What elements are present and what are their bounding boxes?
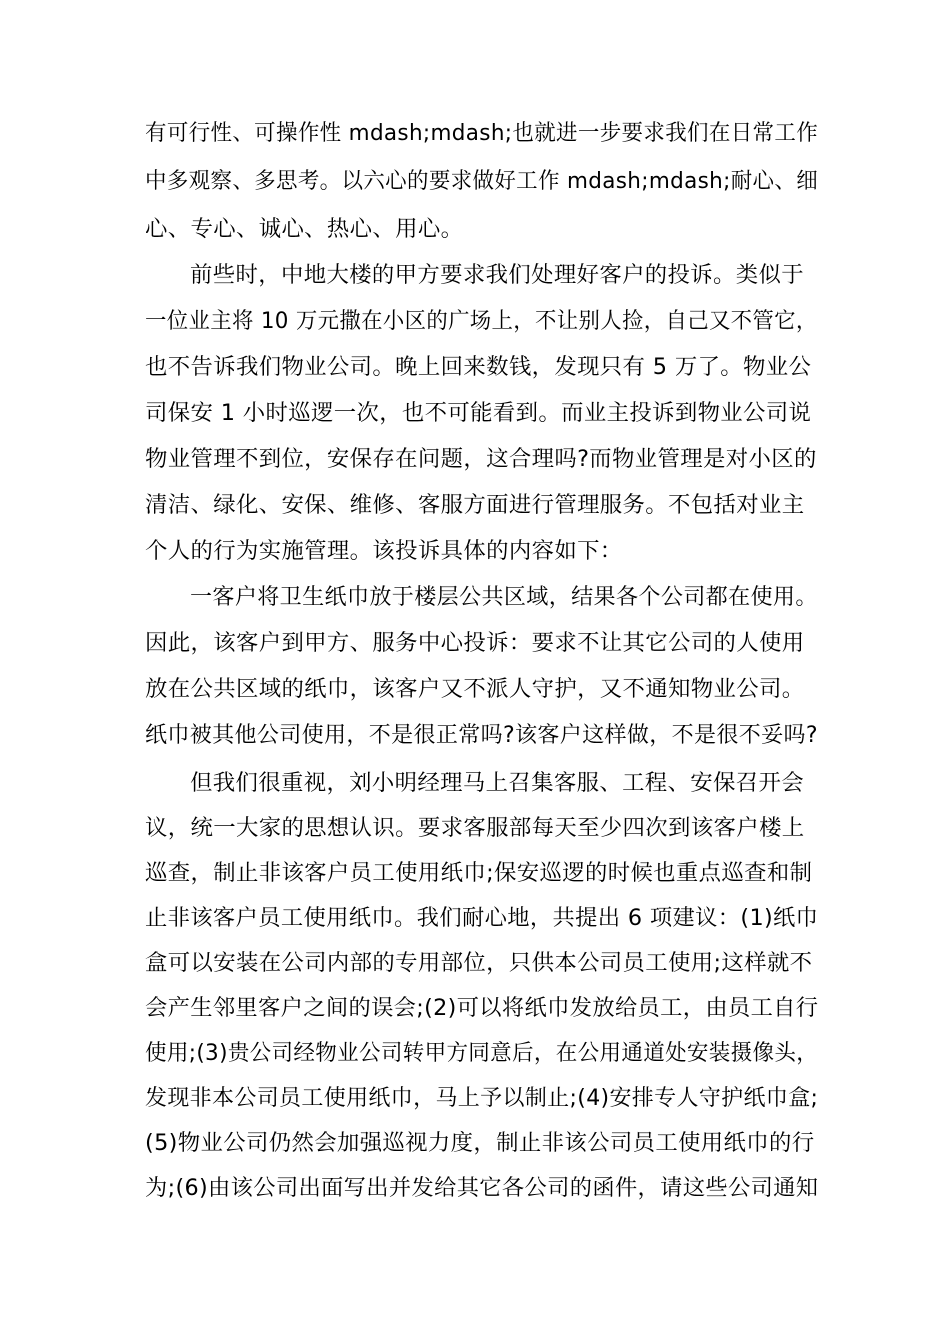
text-line: 为;(6)由该公司出面写出并发给其它各公司的函件，请这些公司通知: [145, 1175, 819, 1201]
text-line: 盒可以安装在公司内部的专用部位，只供本公司员工使用;这样就不: [145, 950, 813, 976]
text-line: 会产生邻里客户之间的误会;(2)可以将纸巾发放给员工，由员工自行: [145, 995, 819, 1021]
text-line: 个人的行为实施管理。该投诉具体的内容如下：: [145, 538, 623, 564]
text-line: (5)物业公司仍然会加强巡视力度，制止非该公司员工使用纸巾的行: [145, 1130, 815, 1156]
text-line: 物业管理不到位，安保存在问题，这合理吗?而物业管理是对小区的: [145, 446, 817, 472]
text-line: 一位业主将 10 万元撒在小区的广场上，不让别人捡，自己又不管它，: [145, 308, 818, 334]
text-line: 心、专心、诚心、热心、用心。: [145, 216, 464, 242]
text-line: 议，统一大家的思想认识。要求客服部每天至少四次到该客户楼上: [145, 815, 805, 841]
text-line: 但我们很重视，刘小明经理马上召集客服、工程、安保召开会: [190, 770, 804, 796]
text-line: 有可行性、可操作性 mdash;mdash;也就进一步要求我们在日常工作: [145, 120, 819, 146]
text-line: 纸巾被其他公司使用，不是很正常吗?该客户这样做，不是很不妥吗?: [145, 722, 818, 748]
text-line: 中多观察、多思考。以六心的要求做好工作 mdash;mdash;耐心、细: [145, 168, 819, 194]
text-line: 发现非本公司员工使用纸巾，马上予以制止;(4)安排专人守护纸巾盒;: [145, 1085, 819, 1111]
text-line: 司保安 1 小时巡逻一次，也不可能看到。而业主投诉到物业公司说: [145, 400, 812, 426]
text-line: 因此，该客户到甲方、服务中心投诉：要求不让其它公司的人使用: [145, 630, 805, 656]
text-line: 一客户将卫生纸巾放于楼层公共区域，结果各个公司都在使用。: [190, 584, 818, 610]
text-line: 清洁、绿化、安保、维修、客服方面进行管理服务。不包括对业主: [145, 492, 805, 518]
text-line: 前些时，中地大楼的甲方要求我们处理好客户的投诉。类似于: [190, 262, 804, 288]
text-line: 放在公共区域的纸巾，该客户又不派人守护，又不通知物业公司。: [145, 676, 805, 702]
text-line: 止非该客户员工使用纸巾。我们耐心地，共提出 6 项建议：(1)纸巾: [145, 905, 819, 931]
text-line: 使用;(3)贵公司经物业公司转甲方同意后，在公用通道处安装摄像头，: [145, 1040, 819, 1066]
text-line: 也不告诉我们物业公司。晚上回来数钱，发现只有 5 万了。物业公: [145, 354, 812, 380]
text-line: 巡查，制止非该客户员工使用纸巾;保安巡逻的时候也重点巡查和制: [145, 860, 813, 886]
